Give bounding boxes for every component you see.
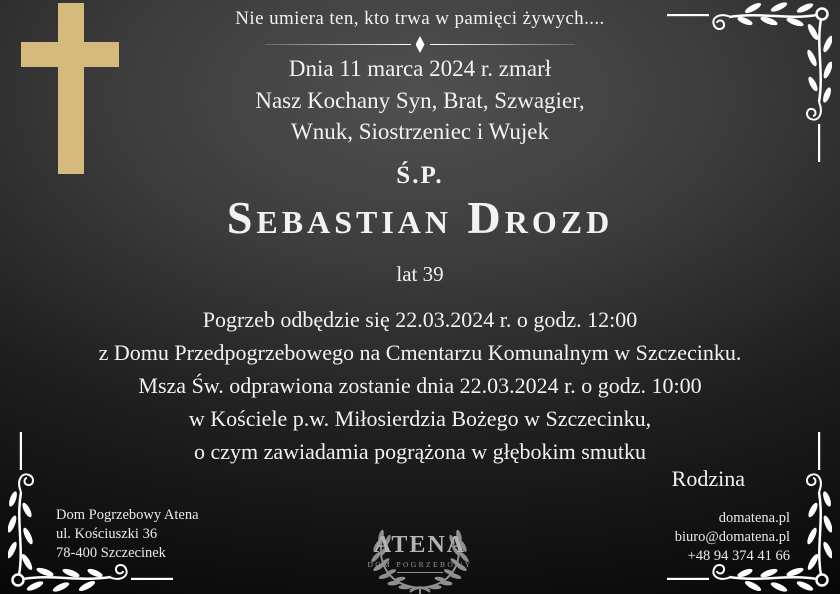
deceased-name: Sebastian Drozd [226, 192, 614, 243]
logo-subtitle: DOM POGRZEBOWY [367, 560, 473, 569]
funeral-line: o czym zawiadamia pogrążona w głębokim smutku [193, 439, 647, 464]
diamond-ornament-icon [416, 36, 425, 53]
funeral-line: z Domu Przedpogrzebowego na Cmentarzu Komunalnym w Szczecinku. [98, 340, 742, 365]
funeral-home-logo [355, 516, 485, 594]
contact-phone: +48 94 374 41 66 [687, 548, 790, 564]
logo-rule [397, 572, 443, 573]
logo-name: ATENA [373, 532, 467, 558]
address-line: Dom Pogrzebowy Atena [56, 507, 199, 523]
deceased-age: lat 39 [396, 262, 444, 286]
family-signature: Rodzina [671, 466, 745, 491]
memorial-quote: Nie umiera ten, kto trwa w pamięci żywych.... [235, 8, 605, 29]
funeral-details [0, 303, 840, 468]
divider-line-right [430, 44, 576, 46]
divider-line-left [265, 44, 411, 46]
address-line: ul. Kościuszki 36 [56, 526, 158, 542]
sp-abbreviation: Ś.P. [396, 162, 444, 189]
funeral-home-contact [675, 509, 790, 566]
ornamental-divider [265, 36, 575, 53]
contact-website: domatena.pl [718, 510, 790, 526]
address-line: 78-400 Szczecinek [56, 545, 166, 561]
relation-line-2: Wnuk, Siostrzeniec i Wujek [291, 119, 549, 144]
funeral-line: Pogrzeb odbędzie się 22.03.2024 r. o godz. 12:00 [202, 307, 638, 332]
contact-email: biuro@domatena.pl [674, 529, 790, 545]
death-date-line: Dnia 11 marca 2024 r. zmarł [288, 56, 552, 81]
funeral-line: Msza Św. odprawiona zostanie dnia 22.03.2024 r. o godz. 10:00 [138, 373, 702, 398]
funeral-line: w Kościele p.w. Miłosierdzia Bożego w Szczecinku, [188, 406, 652, 431]
funeral-home-address [56, 506, 199, 563]
relation-line-1: Nasz Kochany Syn, Brat, Szwagier, [255, 88, 585, 113]
